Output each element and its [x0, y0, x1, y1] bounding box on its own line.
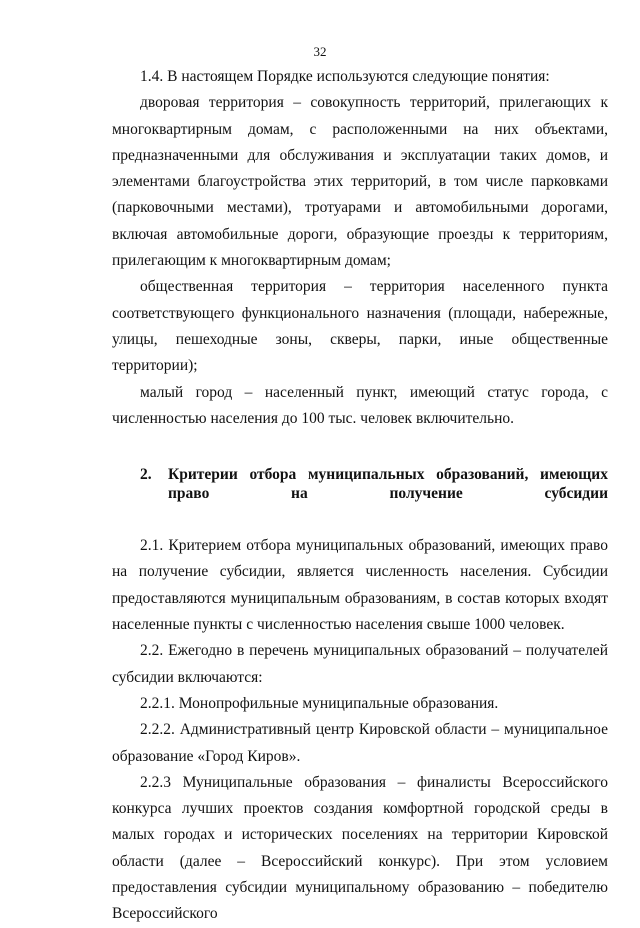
section-title-line-2: право на получение субсидии — [168, 485, 608, 503]
section-title — [168, 465, 608, 503]
section-heading — [112, 465, 608, 503]
paragraph-2-2: 2.2. Ежегодно в перечень муниципальных образований – получателей субсидии включаются: — [112, 642, 608, 686]
section-number: 2. — [140, 466, 152, 484]
paragraph-1-4: 1.4. В настоящем Порядке используются следующие понятия: — [140, 68, 550, 85]
document-body — [112, 64, 608, 928]
paragraph-2-2-2: 2.2.2. Административный центр Кировской области – муниципальное образование «Город Киров». — [112, 721, 608, 765]
paragraph-2-1: 2.1. Критерием отбора муниципальных образований, имеющих право на получение субсидии, является численность населения. Субсидии предоставляются муниципальным образованиям, в состав которых входят населенные пункты с численностью населения свыше 1000 человек. — [112, 537, 608, 634]
paragraph-definition-courtyard: дворовая территория – совокупность территорий, прилегающих к многоквартирным домам, с расположенными на них объектами, предназначенными для обслуживания и эксплуатации таких домов, и элементами благоустройства этих территорий, в том числе парковками (парковочными местами), тротуарами и автомобильными дорогами, включая автомобильные дороги, образующие проезды к территориям, прилегающим к многоквартирным домам; — [112, 94, 608, 270]
page-number: 32 — [313, 44, 327, 59]
paragraph-2-2-1: 2.2.1. Монопрофильные муниципальные образования. — [140, 694, 499, 712]
section-title-line-1: Критерии отбора муниципальных образований, имеющих — [168, 466, 608, 484]
paragraph-2-2-3: 2.2.3 Муниципальные образования – финалисты Всероссийского конкурса лучших проектов создания комфортной городской среды в малых городах и исторических поселениях на территории Кировской области (далее – Всероссийский конкурс). При этом условием предоставления субсидии муниципальному образованию – победителю Всероссийского — [112, 773, 608, 923]
paragraph-definition-public-territory: общественная территория – территория населенного пункта соответствующего функционального назначения (площади, набережные, улицы, пешеходные зоны, скверы, парки, иные общественные территории); — [112, 278, 608, 375]
paragraph-definition-small-town: малый город – населенный пункт, имеющий статус города, с численностью населения до 100 тыс. человек включительно. — [112, 383, 608, 427]
